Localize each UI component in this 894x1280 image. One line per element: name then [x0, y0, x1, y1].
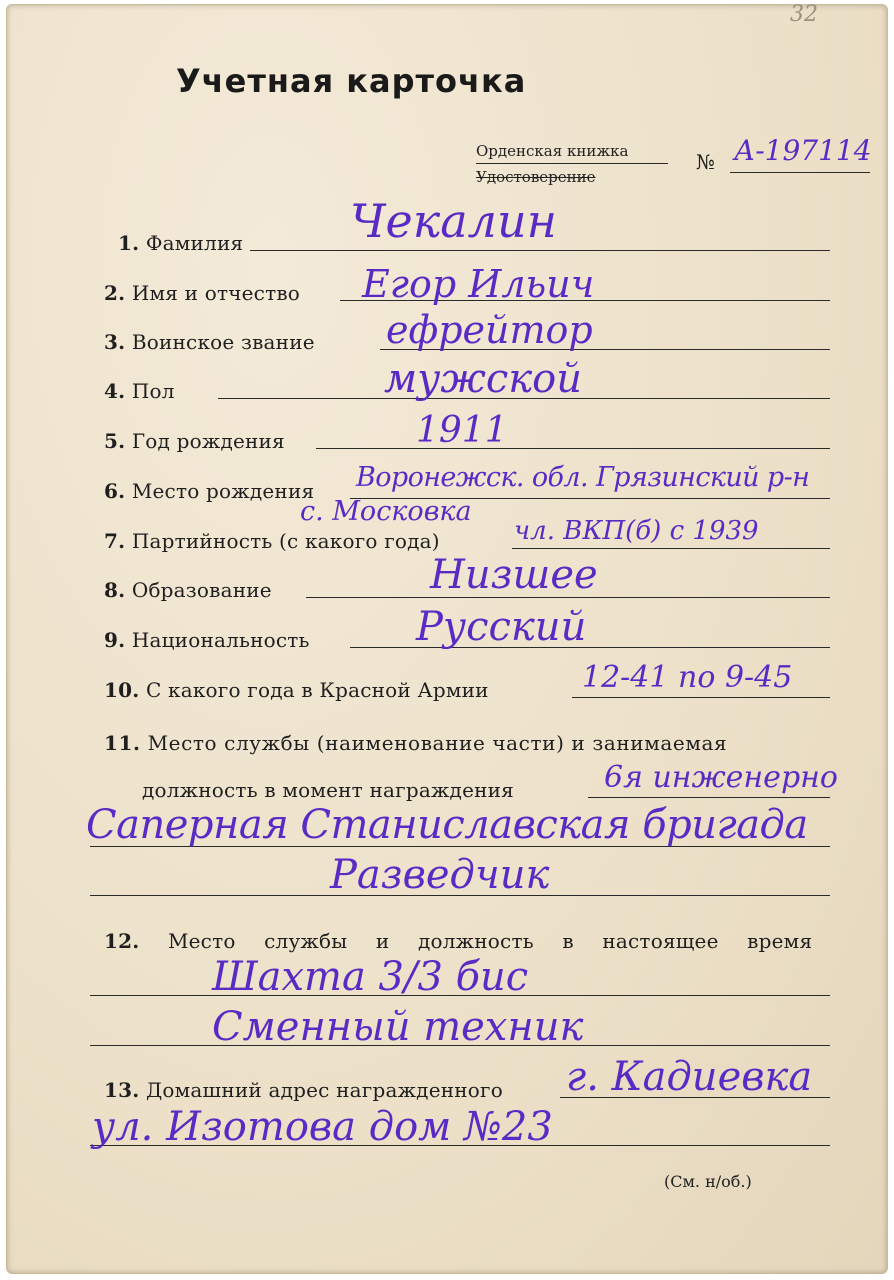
field-11-value-line3: Разведчик — [330, 852, 550, 898]
field-1-value: Чекалин — [350, 194, 557, 248]
field-2-value: Егор Ильич — [362, 262, 595, 306]
order-book-label: Орденская книжка — [476, 142, 629, 160]
field-9-value: Русский — [416, 604, 587, 650]
field-9-label: 9. Национальность — [104, 628, 310, 652]
number-sign: № — [696, 150, 716, 174]
field-1-label: 1. Фамилия — [118, 231, 244, 255]
field-3-value: ефрейтор — [386, 308, 593, 352]
order-book-number: А-197114 — [734, 134, 872, 167]
field-12-value-line2: Сменный техник — [212, 1004, 584, 1050]
field-3-label: 3. Воинское звание — [104, 330, 315, 354]
field-8-label: 8. Образование — [104, 578, 272, 602]
field-7-label: 7. Партийность (с какого года) — [104, 529, 440, 553]
field-6-value-line2: с. Московка — [300, 496, 472, 527]
see-reverse-note: (См. н/об.) — [664, 1172, 752, 1191]
field-6-value: Воронежск. обл. Грязинский р-н — [356, 462, 810, 493]
certificate-label: Удостоверение — [476, 168, 596, 186]
field-4-value: мужской — [384, 356, 582, 402]
field-13-label: 13. Домашний адрес награжденного — [104, 1078, 503, 1102]
field-6-label: 6. Место рождения — [104, 479, 315, 503]
page-title: Учетная карточка — [176, 62, 527, 100]
field-4-label: 4. Пол — [104, 379, 175, 403]
field-13-value-line2: ул. Изотова дом №23 — [92, 1104, 553, 1150]
field-12-label: 12. Место службы и должность в настоящее время — [104, 929, 813, 953]
field-5-value: 1911 — [416, 410, 508, 451]
field-10-label: 10. С какого года в Красной Армии — [104, 678, 489, 702]
corner-mark: 32 — [790, 2, 818, 27]
field-5-label: 5. Год рождения — [104, 429, 285, 453]
field-12-value: Шахта 3/3 бис — [212, 954, 529, 1000]
field-8-value: Низшее — [430, 552, 598, 598]
field-11-label-line2: должность в момент награждения — [142, 778, 514, 802]
field-11-value: 6я инженерно — [604, 760, 838, 795]
field-7-value: чл. ВКП(б) с 1939 — [514, 516, 759, 546]
field-10-value: 12-41 по 9-45 — [582, 660, 793, 695]
field-11-value-line2: Саперная Станиславская бригада — [86, 802, 808, 848]
field-11-label: 11. Место службы (наименование части) и занимаемая — [104, 731, 728, 755]
field-2-label: 2. Имя и отчество — [104, 281, 301, 305]
field-13-value: г. Кадиевка — [566, 1054, 813, 1100]
